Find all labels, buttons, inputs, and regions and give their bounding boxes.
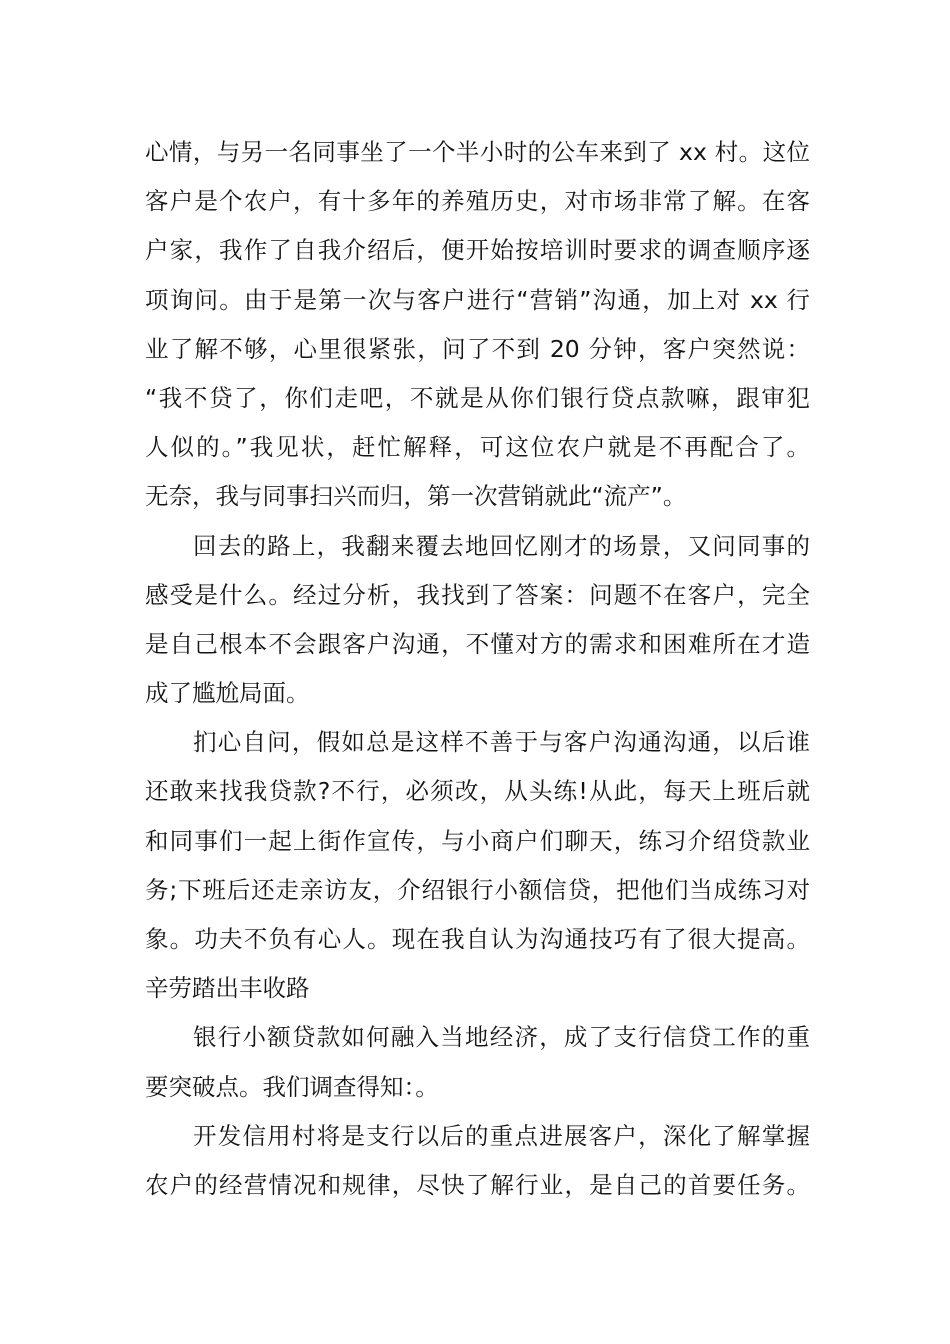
paragraph-first-line: 扪心自问，假如总是这样不善于与客户沟通沟通，以后谁 <box>193 728 810 757</box>
text-line: 成了尴尬局面。 <box>145 679 310 708</box>
text-line: 业了解不够，心里很紧张，问了不到 20 分钟，客户突然说： <box>145 334 810 363</box>
text-line: 农户的经营情况和规律，尽快了解行业，是自己的首要任务。 <box>145 1170 810 1199</box>
text-line: 客户是个农户，有十多年的养殖历史，对市场非常了解。在客 <box>145 187 810 216</box>
paragraph-first-line: 银行小额贷款如何融入当地经济，成了支行信贷工作的重 <box>193 1023 810 1052</box>
text-line: 项询问。由于是第一次与客户进行“营销”沟通，加上对 xx 行 <box>145 285 810 314</box>
text-line: 要突破点。我们调查得知：。 <box>145 1072 439 1101</box>
text-line: 还敢来找我贷款?不行，必须改，从头练!从此，每天上班后就 <box>145 777 810 806</box>
text-line: 感受是什么。经过分析，我找到了答案：问题不在客户，完全 <box>145 580 810 609</box>
section-heading: 辛劳踏出丰收路 <box>145 974 310 1003</box>
text-line: 户家，我作了自我介绍后，便开始按培训时要求的调查顺序逐 <box>145 236 810 265</box>
text-line: 无奈，我与同事扫兴而归，第一次营销就此“流产”。 <box>145 482 687 511</box>
text-line: 心情，与另一名同事坐了一个半小时的公车来到了 xx 村。这位 <box>145 138 810 166</box>
text-line: 人似的。”我见状，赶忙解释，可这位农户就是不再配合了。 <box>145 433 810 462</box>
text-line: 务;下班后还走亲访友，介绍银行小额信贷，把他们当成练习对 <box>145 875 810 904</box>
text-line: 和同事们一起上街作宣传，与小商户们聊天，练习介绍贷款业 <box>145 826 810 855</box>
body-text <box>145 128 810 1210</box>
text-line: 是自己根本不会跟客户沟通，不懂对方的需求和困难所在才造 <box>145 629 810 658</box>
paragraph-first-line: 回去的路上，我翻来覆去地回忆刚才的场景，又问同事的 <box>193 531 810 560</box>
text-line: “我不贷了，你们走吧，不就是从你们银行贷点款嘛，跟审犯 <box>145 383 810 412</box>
text-line: 象。功夫不负有心人。现在我自认为沟通技巧有了很大提高。 <box>145 925 810 953</box>
paragraph-first-line: 开发信用村将是支行以后的重点进展客户，深化了解掌握 <box>193 1121 810 1150</box>
